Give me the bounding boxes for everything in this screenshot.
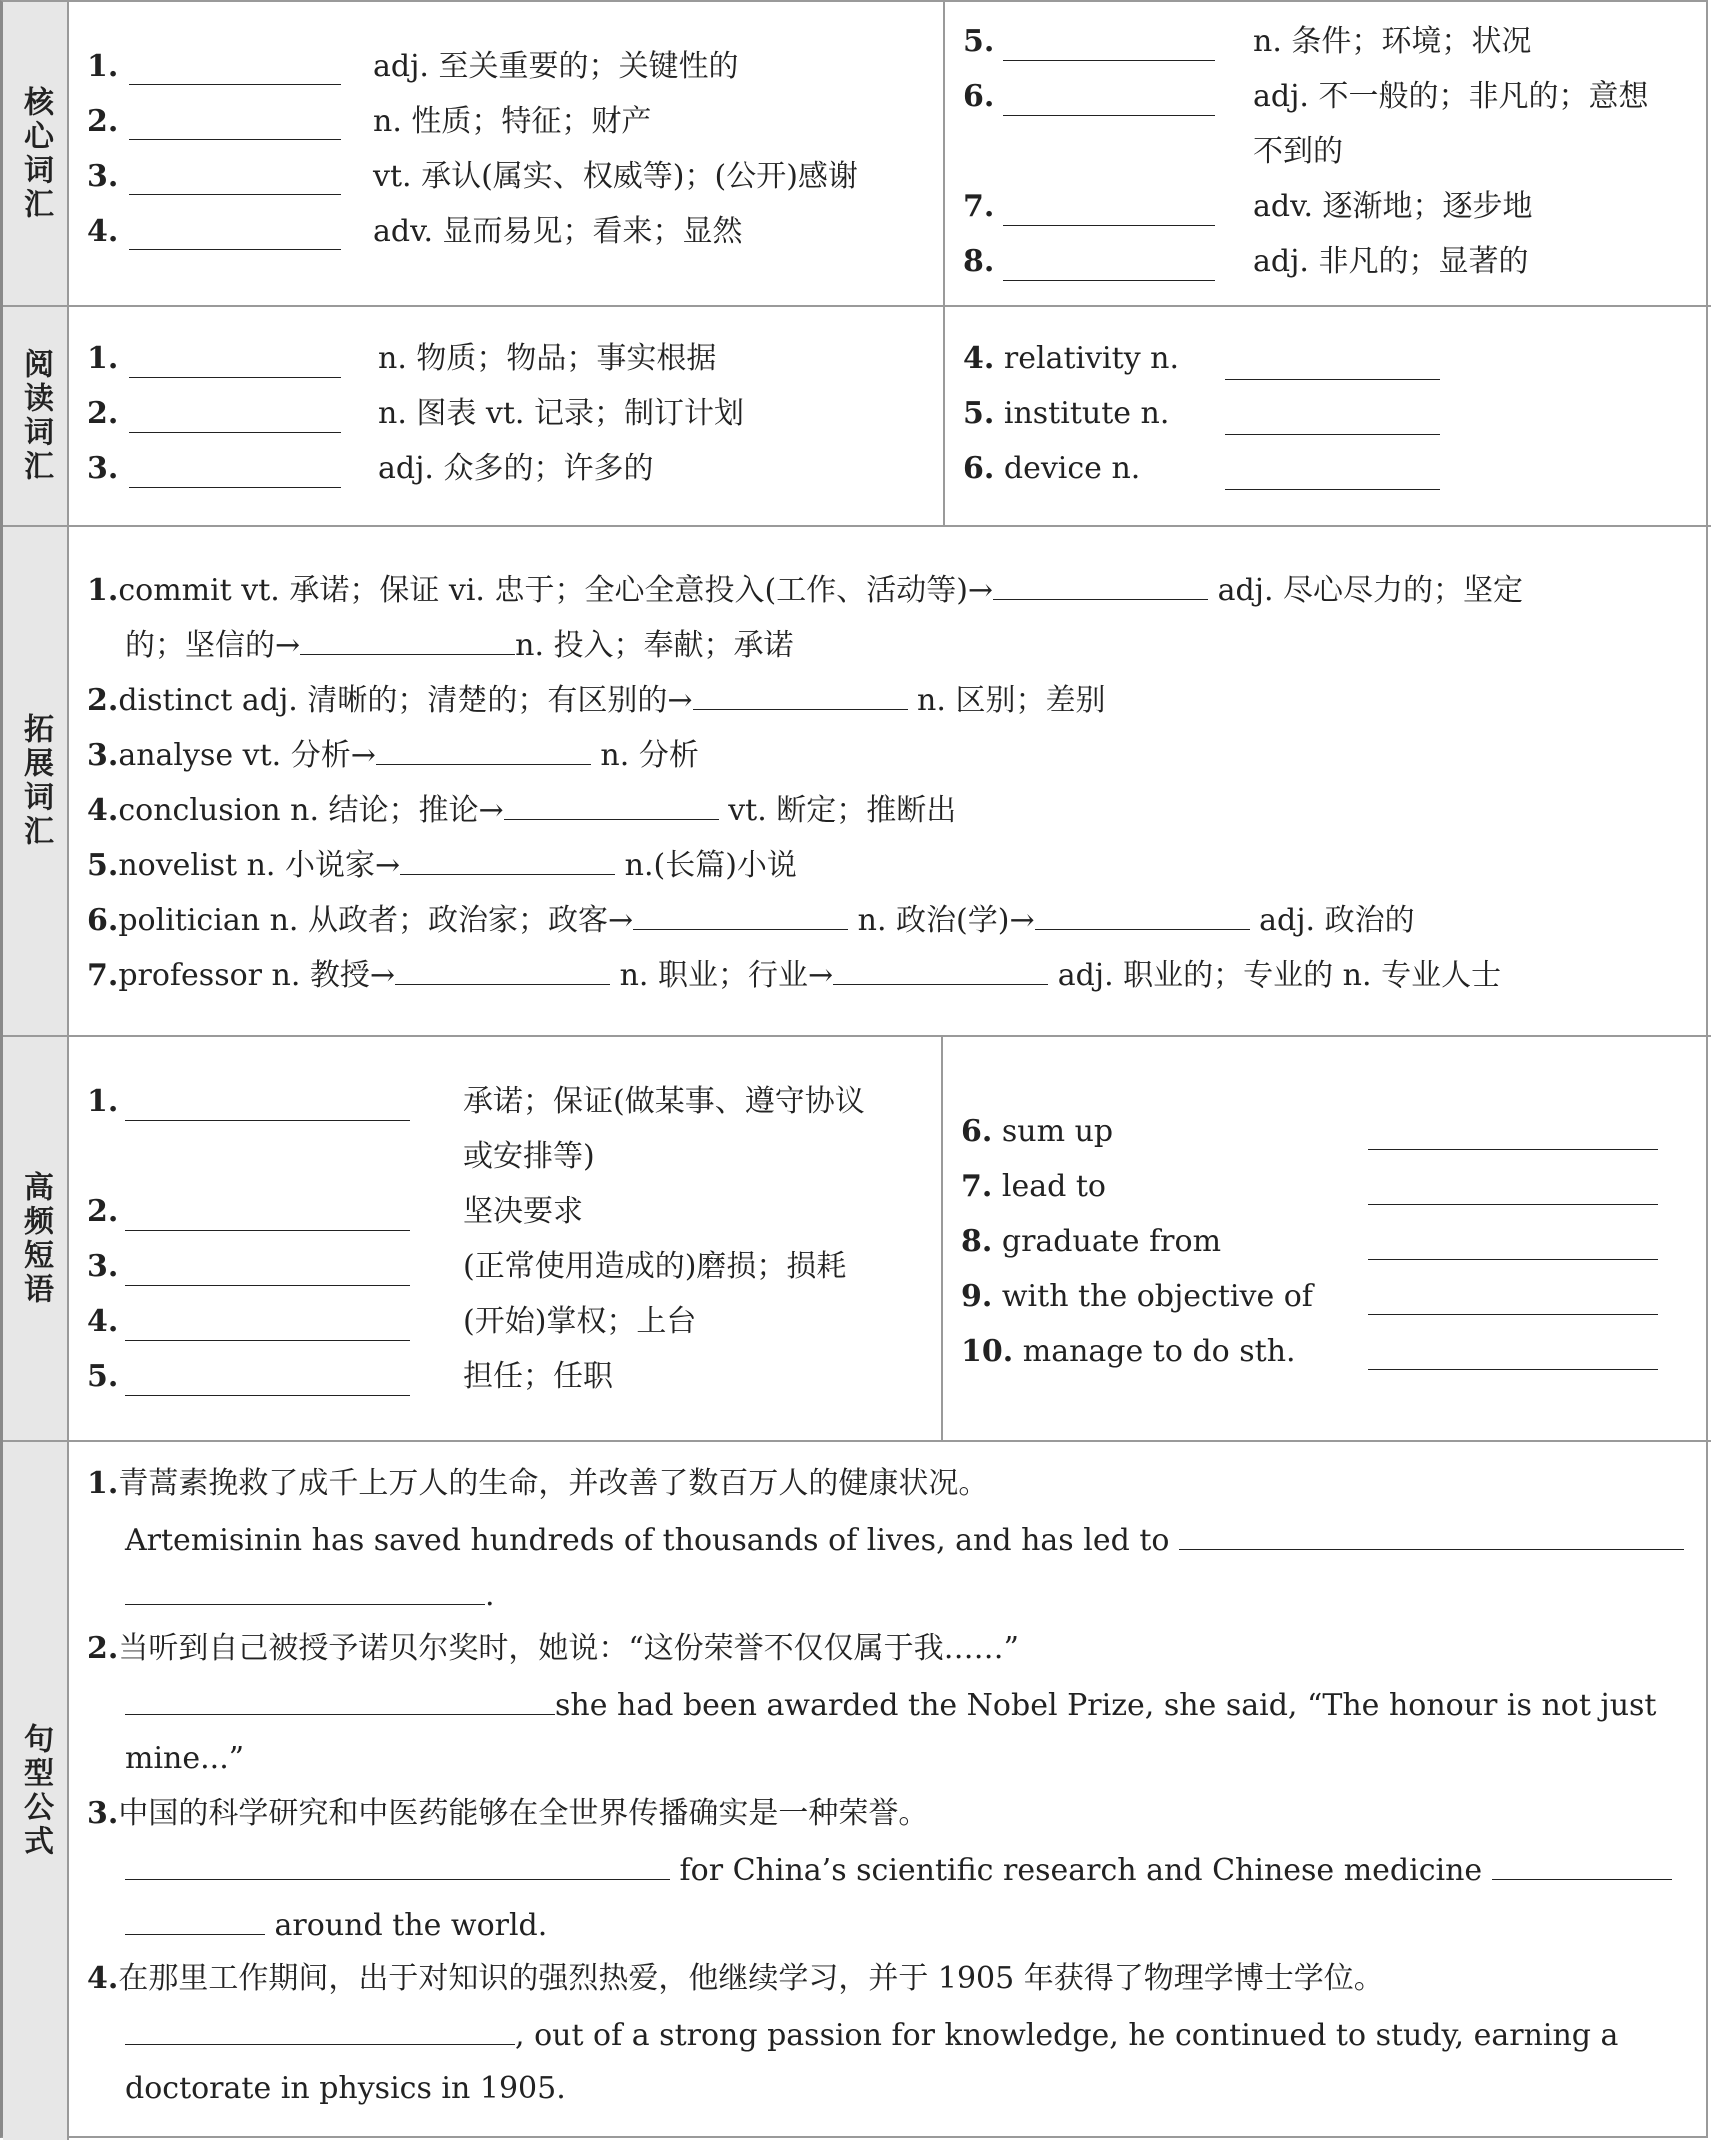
list-item: 1.青蒿素挽救了成千上万人的生命，并改善了数百万人的健康状况。 [87, 1466, 989, 1501]
column-divider [943, 2, 945, 305]
list-item: 8. graduate from [961, 1224, 1222, 1259]
section-label: 句型公式 [3, 1442, 69, 2140]
phrase-text: manage to do sth. [1022, 1334, 1296, 1369]
answer-blank[interactable] [504, 789, 719, 820]
chinese-sentence: 当听到自己被授予诺贝尔奖时，她说：“这份荣誉不仅仅属于我……” [118, 1631, 1020, 1666]
answer-blank[interactable] [1225, 379, 1440, 380]
answer-blank[interactable] [129, 84, 341, 85]
answer-blank[interactable] [400, 844, 615, 875]
english-sentence: Artemisinin has saved hundreds of thousands of lives, and has led to [125, 1519, 1684, 1561]
section-label: 高频短语 [3, 1037, 69, 1440]
meaning-text: adv. 逐渐地；逐步地 [1253, 189, 1533, 224]
english-sentence-continued: . [125, 1574, 495, 1616]
section-label: 拓展词汇 [3, 527, 69, 1035]
meaning-text: n. 图表 vt. 记录；制订计划 [378, 396, 745, 431]
word-text: device n. [1003, 451, 1141, 486]
chinese-sentence: 青蒿素挽救了成千上万人的生命，并改善了数百万人的健康状况。 [118, 1466, 989, 1501]
list-item: 8. [963, 244, 995, 279]
column-divider [943, 307, 945, 525]
phrase-text: graduate from [1001, 1224, 1222, 1259]
phrase-text: lead to [1001, 1169, 1106, 1204]
list-item: 5.novelist n. 小说家→ n.(长篇)小说 [87, 844, 797, 886]
list-item: 5. [87, 1359, 119, 1394]
meaning-text-continued: 或安排等) [463, 1139, 595, 1174]
answer-blank[interactable] [1368, 1369, 1658, 1370]
meaning-text: (正常使用造成的)磨损；损耗 [463, 1249, 847, 1284]
phrase-text: sum up [1001, 1114, 1114, 1149]
chinese-sentence: 中国的科学研究和中医药能够在全世界传播确实是一种荣誉。 [118, 1796, 929, 1831]
answer-blank[interactable] [125, 1285, 410, 1286]
list-item: 7. [963, 189, 995, 224]
list-item: 3.analyse vt. 分析→ n. 分析 [87, 734, 699, 776]
meaning-text: adv. 显而易见；看来；显然 [373, 214, 743, 249]
list-item: 7. lead to [961, 1169, 1106, 1204]
meaning-text: 担任；任职 [463, 1359, 613, 1394]
section-sentence-patterns [3, 1442, 1711, 2140]
answer-blank[interactable] [300, 624, 515, 655]
list-item: 2. [87, 396, 119, 431]
answer-blank[interactable] [125, 1904, 265, 1935]
list-item: 3.中国的科学研究和中医药能够在全世界传播确实是一种荣誉。 [87, 1796, 929, 1831]
meaning-text: adj. 非凡的；显著的 [1253, 244, 1529, 279]
list-item: 3. [87, 159, 119, 194]
english-sentence: she had been awarded the Nobel Prize, she said, “The honour is not just [125, 1684, 1657, 1726]
english-sentence-continued: mine...” [125, 1741, 245, 1776]
section-reading-vocabulary [3, 307, 1711, 527]
list-item: 5. [963, 24, 995, 59]
answer-blank[interactable] [376, 734, 591, 765]
answer-blank[interactable] [1179, 1519, 1684, 1550]
answer-blank[interactable] [125, 1849, 670, 1880]
list-item: 9. with the objective of [961, 1279, 1313, 1314]
column-divider [941, 1037, 943, 1440]
english-sentence-continued: doctorate in physics in 1905. [125, 2071, 566, 2106]
english-sentence-continued: around the world. [125, 1904, 547, 1946]
list-item: 2. [87, 104, 119, 139]
section-high-frequency-phrases [3, 1037, 1711, 1442]
answer-blank[interactable] [129, 249, 341, 250]
list-item-continued: 的；坚信的→ n. 投入；奉献；承诺 [125, 624, 794, 666]
section-label: 阅读词汇 [3, 307, 69, 525]
answer-blank[interactable] [129, 194, 341, 195]
meaning-text: (开始)掌权；上台 [463, 1304, 697, 1339]
answer-blank[interactable] [1003, 280, 1215, 281]
answer-blank[interactable] [1368, 1314, 1658, 1315]
answer-blank[interactable] [125, 1340, 410, 1341]
answer-blank[interactable] [129, 139, 341, 140]
meaning-text: adj. 不一般的；非凡的；意想 [1253, 79, 1649, 114]
answer-blank[interactable] [693, 679, 908, 710]
list-item: 4.在那里工作期间，出于对知识的强烈热爱，他继续学习，并于 1905 年获得了物理学博士学位。 [87, 1961, 1384, 1996]
answer-blank[interactable] [125, 1230, 410, 1231]
answer-blank[interactable] [1035, 899, 1250, 930]
answer-blank[interactable] [1225, 434, 1440, 435]
section-extended-vocabulary [3, 527, 1711, 1037]
answer-blank[interactable] [1368, 1149, 1658, 1150]
answer-blank[interactable] [1003, 115, 1215, 116]
list-item: 5. institute n. [963, 396, 1170, 431]
word-text: institute n. [1003, 396, 1170, 431]
meaning-text: vt. 承认(属实、权威等)；(公开)感谢 [373, 159, 858, 194]
answer-blank[interactable] [1003, 225, 1215, 226]
phrase-text: with the objective of [1001, 1279, 1313, 1314]
list-item: 10. manage to do sth. [961, 1334, 1296, 1369]
meaning-text: n. 性质；特征；财产 [373, 104, 652, 139]
list-item: 6. sum up [961, 1114, 1114, 1149]
meaning-text: n. 条件；环境；状况 [1253, 24, 1532, 59]
meaning-text: 承诺；保证(做某事、遵守协议 [463, 1084, 865, 1119]
word-text: relativity n. [1003, 341, 1180, 376]
meaning-text: adj. 众多的；许多的 [378, 451, 654, 486]
answer-blank[interactable] [1003, 60, 1215, 61]
list-item: 2.distinct adj. 清晰的；清楚的；有区别的→ n. 区别；差别 [87, 679, 1105, 721]
list-item: 6. device n. [963, 451, 1141, 486]
english-sentence: for China’s scientific research and Chinese medicine [125, 1849, 1672, 1891]
meaning-text: adj. 至关重要的；关键性的 [373, 49, 739, 84]
answer-blank[interactable] [1368, 1204, 1658, 1205]
answer-blank[interactable] [1225, 489, 1440, 490]
meaning-text-continued: 不到的 [1253, 134, 1343, 169]
section-label: 核心词汇 [3, 2, 69, 305]
list-item: 1. [87, 49, 119, 84]
list-item: 6.politician n. 从政者；政治家；政客→ n. 政治(学)→ adj. 政治的 [87, 899, 1415, 941]
answer-blank[interactable] [1368, 1259, 1658, 1260]
list-item: 3. [87, 1249, 119, 1284]
answer-blank[interactable] [395, 954, 610, 985]
list-item: 2.当听到自己被授予诺贝尔奖时，她说：“这份荣誉不仅仅属于我……” [87, 1631, 1020, 1666]
list-item: 1. [87, 1084, 119, 1119]
list-item: 6. [963, 79, 995, 114]
list-item: 1.commit vt. 承诺；保证 vi. 忠于；全心全意投入(工作、活动等)→ adj. 尽心尽力的；坚定 [87, 569, 1523, 611]
section-core-vocabulary [3, 2, 1711, 307]
answer-blank[interactable] [633, 899, 848, 930]
list-item: 4. [87, 214, 119, 249]
meaning-text: 坚决要求 [463, 1194, 583, 1229]
answer-blank[interactable] [125, 1574, 485, 1605]
answer-blank[interactable] [125, 1684, 555, 1715]
chinese-sentence: 在那里工作期间，出于对知识的强烈热爱，他继续学习，并于 1905 年获得了物理学博士学位。 [118, 1961, 1384, 1996]
list-item: 4.conclusion n. 结论；推论→ vt. 断定；推断出 [87, 789, 956, 831]
list-item: 2. [87, 1194, 119, 1229]
english-sentence: , out of a strong passion for knowledge, he continued to study, earning a [125, 2014, 1618, 2056]
list-item: 4. relativity n. [963, 341, 1180, 376]
answer-blank[interactable] [125, 1120, 410, 1121]
list-item: 1. [87, 341, 119, 376]
answer-blank[interactable] [129, 377, 341, 378]
answer-blank[interactable] [125, 1395, 410, 1396]
answer-blank[interactable] [993, 569, 1208, 600]
list-item: 3. [87, 451, 119, 486]
meaning-text: n. 物质；物品；事实根据 [378, 341, 717, 376]
answer-blank[interactable] [129, 432, 341, 433]
list-item: 7.professor n. 教授→ n. 职业；行业→ adj. 职业的；专业的 n. 专业人士 [87, 954, 1501, 996]
answer-blank[interactable] [1492, 1849, 1672, 1880]
answer-blank[interactable] [129, 487, 341, 488]
answer-blank[interactable] [125, 2014, 515, 2045]
list-item: 4. [87, 1304, 119, 1339]
answer-blank[interactable] [833, 954, 1048, 985]
